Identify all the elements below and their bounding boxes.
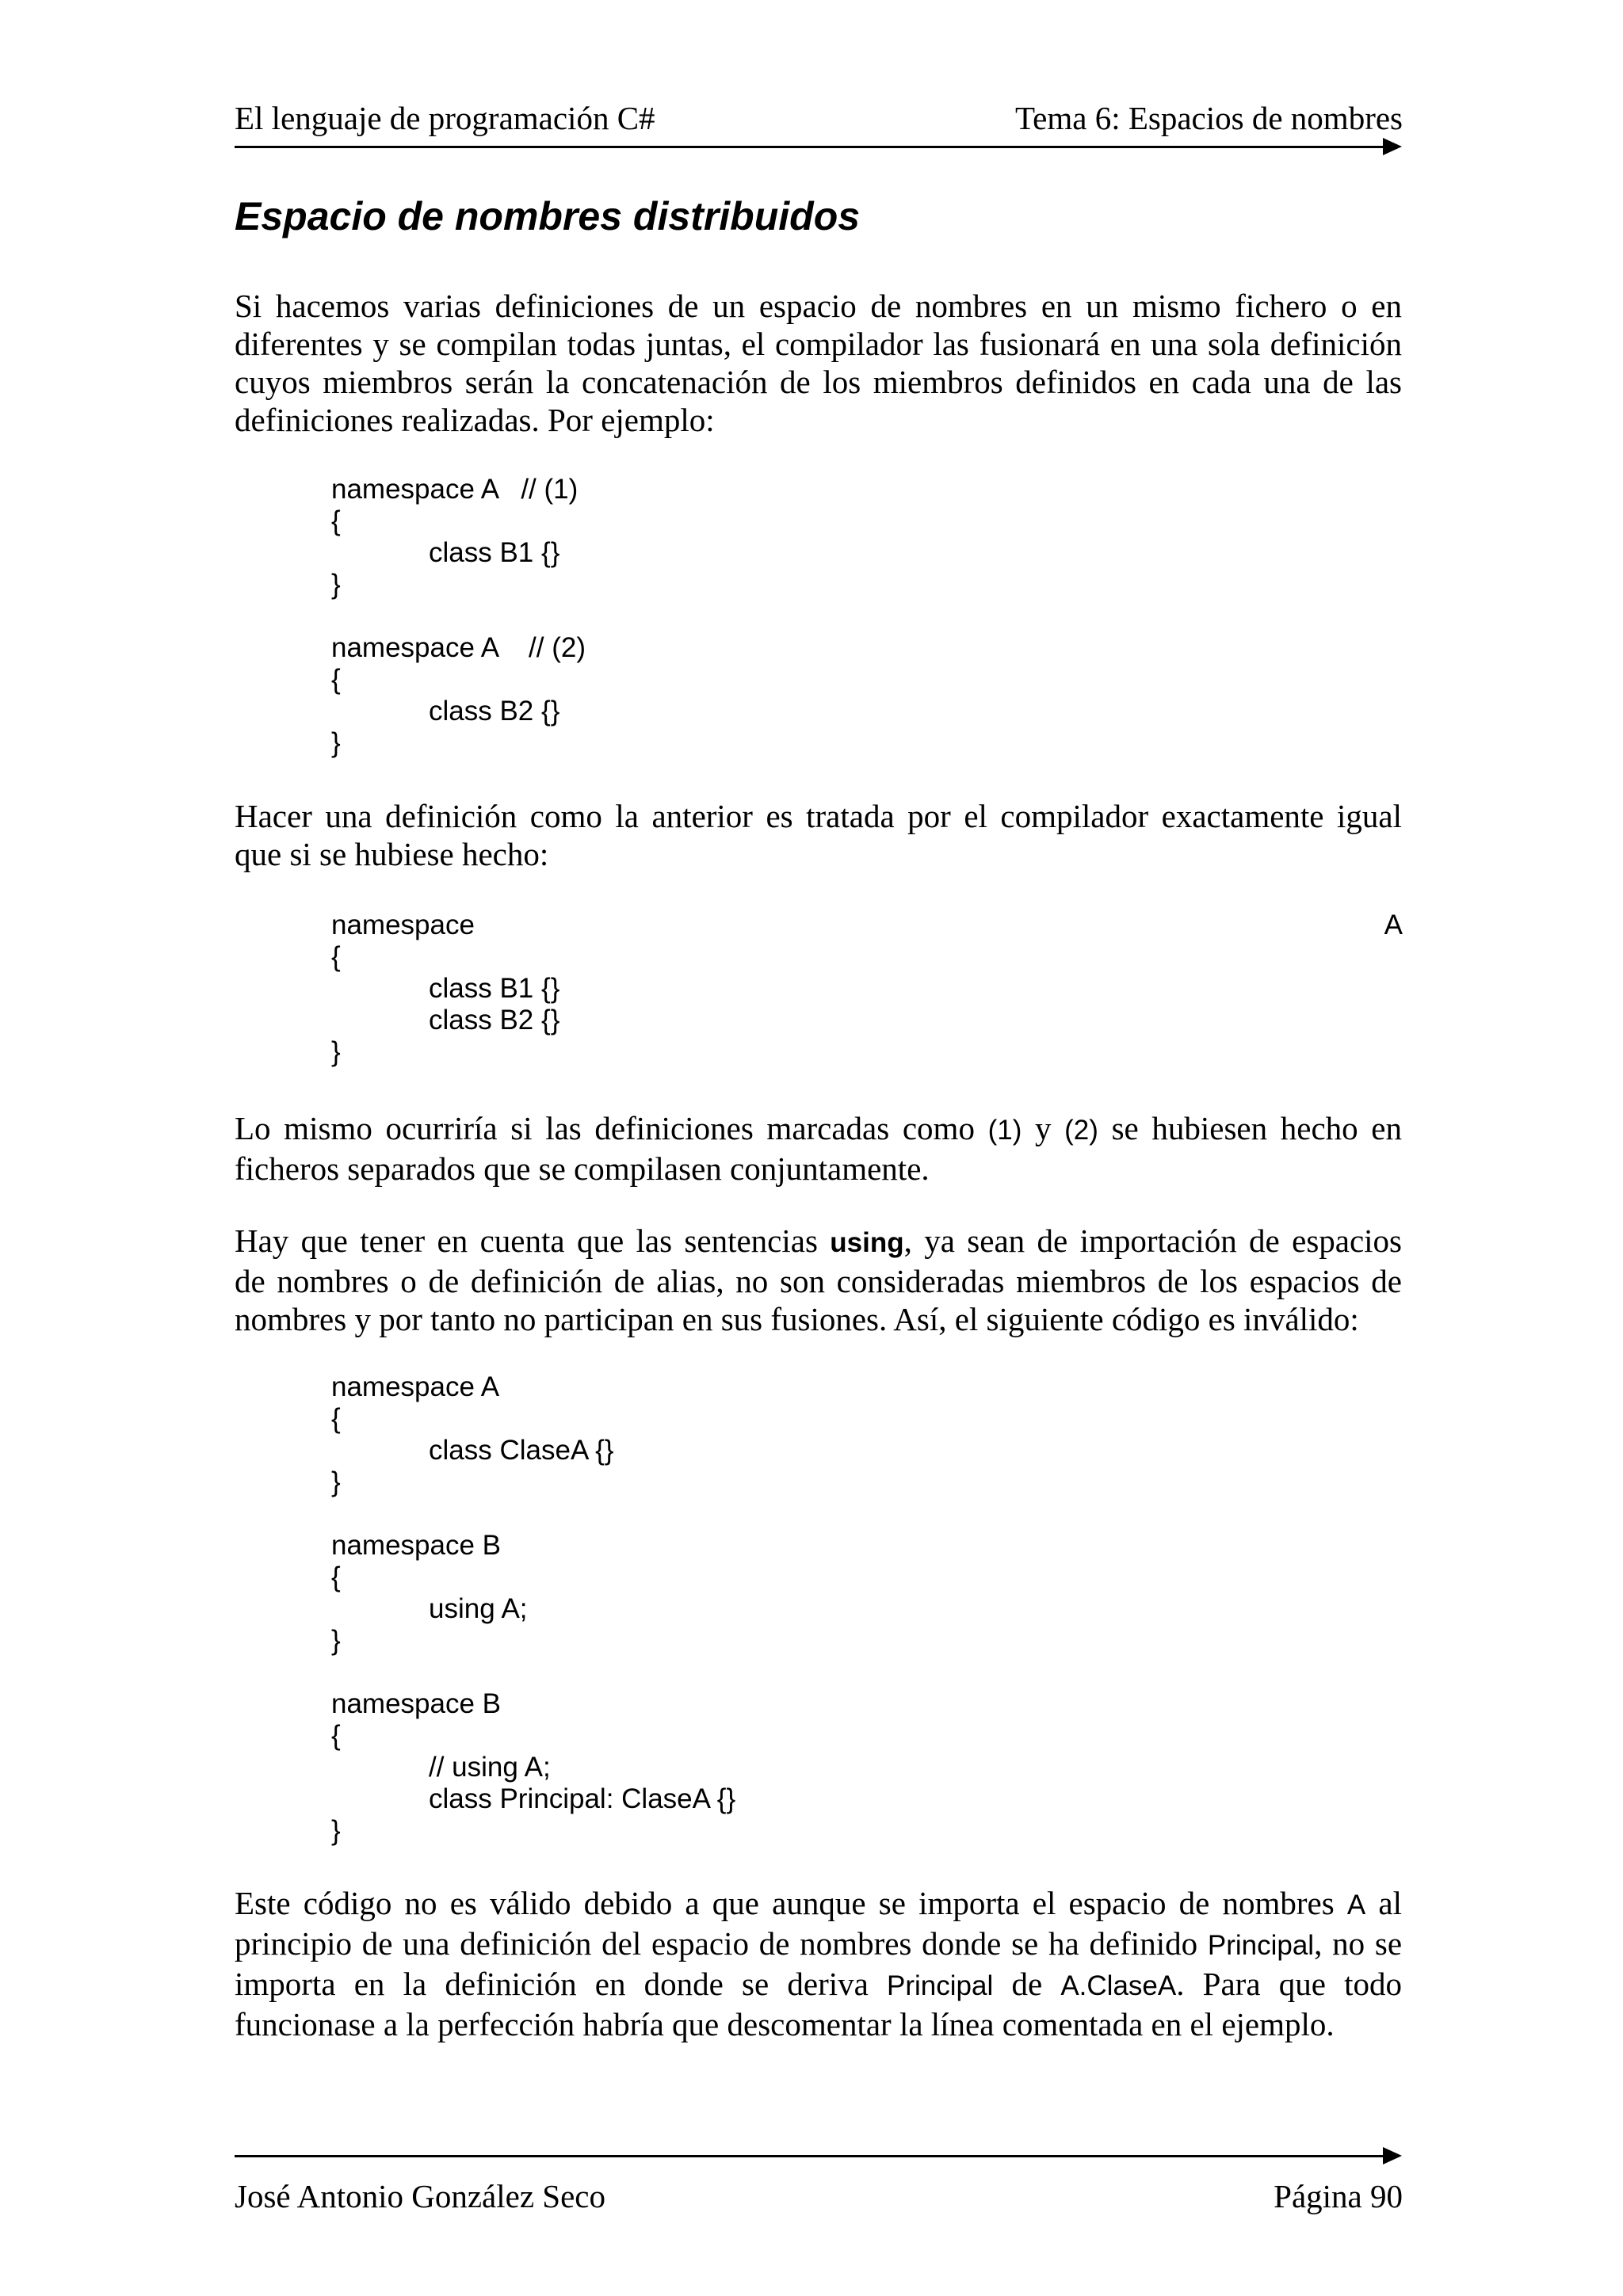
code-identifier: A [1384,910,1403,940]
paragraph-explanation [235,1884,1402,2043]
paragraph-line: definiciones realizadas. Por ejemplo: [235,402,715,438]
paragraph-line: principio de una definición del espacio de nombres donde se ha definido Principal, no se [235,1925,1403,1962]
paragraph-line: de nombres o de definición de alias, no son consideradas miembros de los espacios de [235,1263,1402,1299]
paragraph-equivalent [235,797,1402,873]
code-block-distributed [331,474,1403,759]
code-line: } [331,1466,341,1497]
code-gap [331,1498,1403,1530]
code-line: namespace B [331,1688,502,1719]
header-rule [235,146,1387,148]
paragraph-line: funcionase a la perfección habría que descomentar la línea comentada en el ejemplo. [235,2006,1335,2042]
code-line: { [331,1562,341,1592]
paragraph-line: Lo mismo ocurriría si las definiciones marcadas como (1) y (2) se hubiesen hecho en [235,1110,1402,1146]
code-line: { [331,1403,341,1434]
code-line: } [331,1625,341,1656]
code-line: namespace A [331,1371,500,1402]
paragraph-line: diferentes y se compilan todas juntas, el compilador las fusionará en una sola definición [235,326,1402,362]
code-block-invalid [331,1371,1403,1847]
paragraph-line: Este código no es válido debido a que aunque se importa el espacio de nombres A al [235,1885,1402,1921]
code-line: // using A; [429,1752,551,1783]
code-line: { [331,941,341,972]
paragraph-line: ficheros separados que se compilasen conjuntamente. [235,1150,930,1187]
code-line: } [331,1036,341,1067]
section-title: Espacio de nombres distribuidos [235,194,861,238]
paragraph-line: que si se hubiese hecho: [235,836,549,872]
header-arrow-icon [1383,138,1402,155]
inline-keyword: using [830,1227,904,1258]
code-line: { [331,664,341,695]
code-line: class B2 {} [429,1005,560,1035]
paragraph-separate-files [235,1109,1402,1188]
paragraph-line: Hacer una definición como la anterior es tratada por el compilador exactamente igual [235,798,1402,834]
code-line: class B1 {} [429,973,560,1004]
code-gap [331,1657,1403,1688]
code-line: namespace A // (1) [331,474,579,505]
code-block-merged [331,910,1403,1068]
code-gap [331,601,1403,632]
paragraph-line: Hay que tener en cuenta que las sentencias using, ya sean de importación de espacios [235,1222,1403,1259]
code-line: class Principal: ClaseA {} [429,1783,736,1814]
paragraph-line: Si hacemos varias definiciones de un espacio de nombres en un mismo fichero o en [235,288,1402,324]
header-chapter-title: Tema 6: Espacios de nombres [1015,100,1403,136]
footer-arrow-icon [1383,2147,1402,2164]
code-line: } [331,569,341,600]
code-line: class ClaseA {} [429,1435,614,1466]
footer-author: José Antonio González Seco [235,2178,605,2214]
code-line: class B2 {} [429,696,560,727]
code-line: using A; [429,1593,528,1624]
code-line: } [331,1815,341,1846]
header-book-title: El lenguaje de programación C# [235,100,655,136]
paragraph-intro [235,287,1402,439]
paragraph-line: importa en la definición en donde se deriva Principal de A.ClaseA. Para que todo [235,1966,1402,2002]
code-line: { [331,505,341,536]
code-line: class B1 {} [429,537,560,568]
footer-rule [235,2155,1387,2157]
paragraph-line: cuyos miembros serán la concatenación de los miembros definidos en cada una de las [235,364,1402,400]
code-line: namespace B [331,1530,502,1561]
paragraph-line: nombres y por tanto no participan en sus fusiones. Así, el siguiente código es inválido: [235,1301,1359,1337]
code-line: namespace A // (2) [331,632,586,663]
code-line [331,910,1403,941]
code-line: } [331,727,341,758]
code-line: { [331,1720,341,1751]
paragraph-using-note [235,1222,1402,1338]
page-number: Página 90 [1274,2178,1403,2214]
code-keyword: namespace [331,910,475,940]
